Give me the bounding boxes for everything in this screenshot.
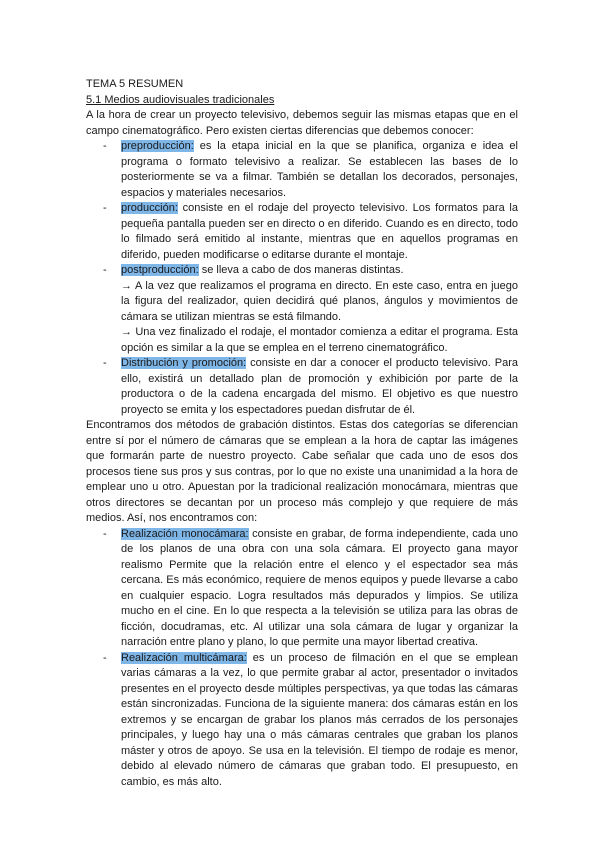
list-item [86,139,518,201]
item-text: es un proceso de filmación en el que se emplean varias cámaras a la vez, lo que permite grabar al actor, presentador o invitados presentes en el proyecto desde múltiples perspectivas, ya que todas las cámaras están sincronizadas. Funciona de la siguiente manera: dos cámaras están en los extremos y se encargan de grabar los planos más cerrados de los personajes principales, y luego hay una o más cámaras centrales que graban los planos máster y otros de apoyo. Se usa en la televisión. El tiempo de rodaje es menor, debido al elevado número de cámaras que graban todo. El presupuesto, en cambio, es más alto. [121,651,518,788]
intro-paragraph: A la hora de crear un proyecto televisivo, debemos seguir las mismas etapas que en el campo cinematográfico. Pero existen ciertas diferencias que debemos conocer: [86,109,518,137]
list-item [86,356,518,418]
item-text: consiste en grabar, de forma independiente, cada uno de los planos de una obra con una sola cámara. El proyecto gana mayor realismo Permite que la relación entre el elenco y el espectador sea más cercana. Es más económico, requiere de menos equipos y puede llevarse a cabo en cualquier espacio. Logra resultados más depurados y limpios. Se utiliza mucho en el cine. En lo que respecta a la televisión se utiliza para las obras de ficción, docudramas, etc. Al utilizar una sola cámara de lugar y organizar la narración entre plano y plano, lo que permite una mayor libertad creativa. [121,527,518,648]
arrow-point: → A la vez que realizamos el programa en directo. En este caso, entra en juego la figura del realizador, quien decidirá qué planos, ángulos y movimientos de cámara se utilizan mientras se está filmando. [121,279,518,323]
item-text: se lleva a cabo de dos maneras distintas. [198,264,404,276]
highlighted-term: Realización monocámara: [121,527,249,540]
highlighted-term: postproducción: [121,264,199,276]
item-text: es la etapa inicial en la que se planifica, organiza e idea el programa o formato televisivo a realizar. Se establecen las bases de lo posteriormente se va a filmar. También se detallan los decorados, personajes, espacios y materiales necesarios. [121,140,518,199]
list-item [86,527,518,651]
document-body [86,77,518,790]
document-title: TEMA 5 RESUMEN [86,78,184,90]
bullet-dash: - [103,357,107,369]
list-item [86,651,518,791]
methods-list [86,527,518,791]
bullet-dash: - [103,651,107,664]
bullet-dash: - [103,202,107,214]
highlighted-term: Realización multicámara: [121,651,247,664]
section-heading: 5.1 Medios audiovisuales tradicionales [86,93,275,106]
list-item [86,201,518,263]
bullet-dash: - [103,527,107,540]
list-item [86,263,518,356]
stages-list [86,139,518,418]
bullet-dash: - [103,264,107,276]
bullet-dash: - [103,140,107,152]
highlighted-term: preproducción: [121,140,194,152]
item-text: consiste en dar a conocer el producto televisivo. Para ello, existirá un detallado plan de promoción y exhibición por parte de la productora o de la cadena encargada del mismo. El objetivo es que nuestro proyecto se emita y los espectadores puedan disfrutar de él. [121,357,518,416]
highlighted-term: Distribución y promoción: [121,357,247,369]
highlighted-term: producción: [121,202,178,214]
arrow-point: → Una vez finalizado el rodaje, el montador comienza a editar el programa. Esta opción es similar a la que se emplea en el terreno cinematográfico. [121,326,518,354]
methods-paragraph: Encontramos dos métodos de grabación distintos. Estas dos categorías se diferencian entre sí por el número de cámaras que se emplean a la hora de captar las imágenes que formarán parte de nuestro proyecto. Cabe señalar que cada uno de esos dos procesos tiene sus pros y sus contras, por lo que no existe una unanimidad a la hora de emplear uno u otro. Apuestan por la tradicional realización monocámara, mientras que otros directores se decantan por un proceso más complejo y que requiere de más medios. Así, nos encontramos con: [86,419,518,524]
item-text: consiste en el rodaje del proyecto televisivo. Los formatos para la pequeña pantalla pueden ser en directo o en diferido. Cuando es en directo, todo lo filmado será emitido al instante, mientras que en aquellos programas en diferido, pueden modificarse o editarse durante el montaje. [121,202,518,261]
